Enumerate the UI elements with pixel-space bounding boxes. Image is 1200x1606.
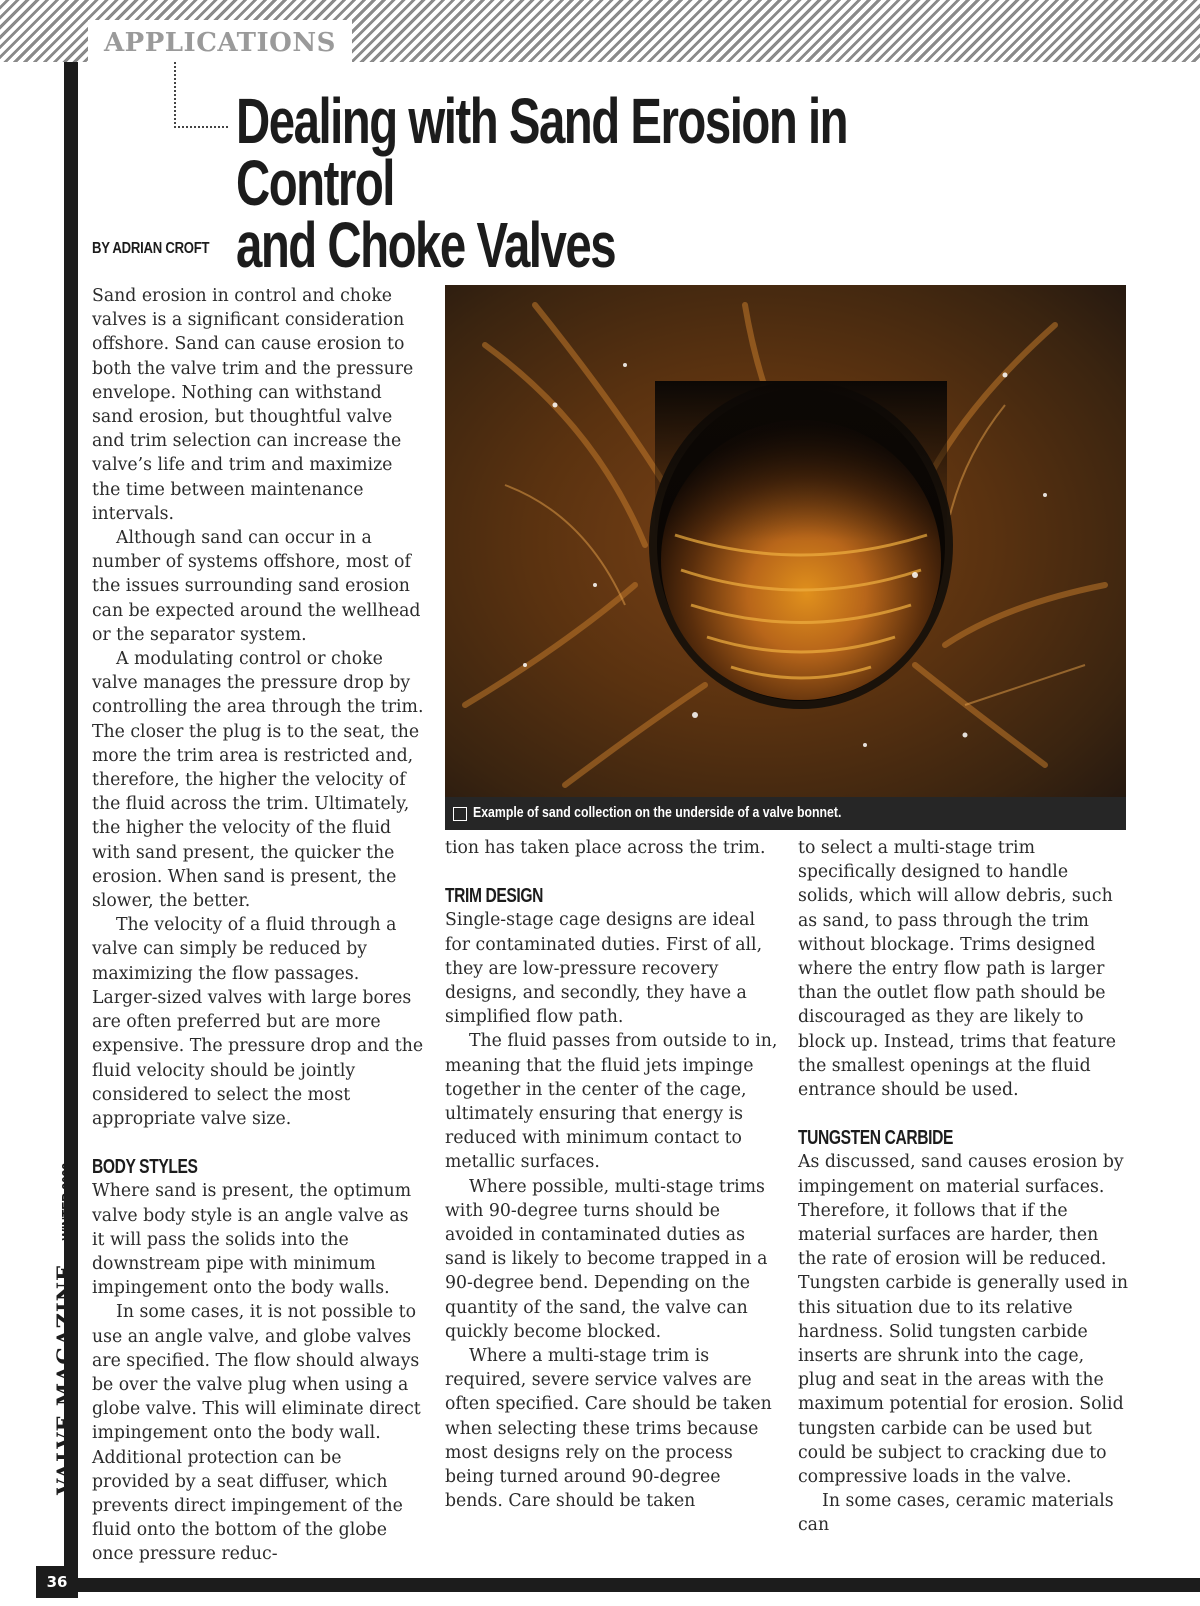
paragraph: Where possible, multi-stage trims with 90-degree turns should be avoided in contaminated duties as sand is likely to become trapped in a 90-degree bend. Depending on the quantity of the sand, the valve can quickly become blocked. [445,1176,768,1342]
title-line-1: Dealing with Sand Erosion in Control [236,85,848,219]
title-line-2: and Choke Valves [236,209,616,281]
paragraph: Sand erosion in control and choke valves is a significant consideration offshore. Sand can cause erosion to both the valve trim and the pressure envelope. Nothing can withstand sand erosion, but thoughtful valve and trim selection can increase the valve’s life and trim and maximize the time between maintenance intervals. [92,286,414,524]
body-column-2 [445,836,781,1513]
magazine-name: VALVE MAGAZINE [52,1264,77,1495]
paragraph: Single-stage cage designs are ideal for contaminated duties. First of all, they are low-pressure recovery designs, and secondly, they have a simplified flow path. [445,910,763,1028]
issue-date: WINTER 2022 [59,1162,76,1241]
paragraph: As discussed, sand causes erosion by impingement on material surfaces. Therefore, it follows that if the material surfaces are harder, then the rate of erosion will be reduced. Tungsten carbide is generally used in this situation due to its relative hardness. Solid tungsten carbide inserts are shrunk into the cage, plug and seat in the areas with the maximum potential for erosion. Solid tungsten carbide can be used but could be subject to cracking due to compressive loads in the valve. [798,1152,1128,1488]
paragraph: Where a multi-stage trim is required, severe service valves are often specified. Care should be taken when selecting these trims because most designs rely on the process being turned around 90-degree bends. Care should be taken [445,1346,772,1512]
paragraph: to select a multi-stage trim specifically designed to handle solids, which will allow debris, such as sand, to pass through the trim without blockage. Trims designed where the entry flow path is larger than the outlet flow path should be discouraged as they are likely to block up. Instead, trims that feature the smallest openings at the fluid entrance should be used. [798,838,1116,1101]
page-number: 36 [36,1566,78,1598]
byline: BY ADRIAN CROFT [92,240,210,257]
photo-caption: Example of sand collection on the underside of a valve bonnet. [473,804,842,821]
subhead-body-styles: BODY STYLES [92,1156,198,1179]
valve-bonnet-illustration [445,285,1126,797]
paragraph: The velocity of a fluid through a valve can simply be reduced by maximizing the flow passages. Larger-sized valves with large bores are often preferred but are more expensive. The pressure drop and the fluid velocity should be jointly considered to select the most appropriate valve size. [92,915,424,1129]
paragraph: Where sand is present, the optimum valve body style is an angle valve as it will pass the solids into the downstream pipe with minimum impingement onto the body walls. [92,1181,412,1299]
section-label: APPLICATIONS [88,20,352,62]
article-title [236,85,902,281]
title-connector [174,62,228,128]
subhead-trim-design: TRIM DESIGN [445,885,543,908]
photo-caption-bar [445,797,1126,830]
paragraph: In some cases, ceramic materials can [798,1491,1114,1536]
paragraph: tion has taken place across the trim. [445,838,766,858]
caption-marker-icon [453,807,467,821]
valve-bonnet-photo [445,285,1126,797]
paragraph: In some cases, it is not possible to use an angle valve, and globe valves are specified. The flow should always be over the valve plug when using a globe valve. This will eliminate direct impingement onto the body wall. Additional protection can be provided by a seat diffuser, which prevents direct impingement of the fluid onto the bottom of the globe once pressure reduc- [92,1302,421,1565]
subhead-tungsten-carbide: TUNGSTEN CARBIDE [798,1127,953,1150]
paragraph: The fluid passes from outside to in, meaning that the fluid jets impinge together in the center of the cage, ultimately ensuring that energy is reduced with minimum contact to metallic surfaces. [445,1031,778,1173]
body-column-3 [798,836,1128,1538]
bottom-margin-bar [64,1578,1200,1592]
spine-text [52,1153,77,1495]
paragraph: A modulating control or choke valve manages the pressure drop by controlling the area through the trim. The closer the plug is to the seat, the more the trim area is restricted and, therefore, the higher the velocity of the fluid across the trim. Ultimately, the higher the velocity of the fluid with sand present, the quicker the erosion. When sand is present, the slower, the better. [92,649,424,912]
paragraph: Although sand can occur in a number of systems offshore, most of the issues surrounding sand erosion can be expected around the wellhead or the separator system. [92,528,421,645]
body-column-1 [92,284,424,1567]
